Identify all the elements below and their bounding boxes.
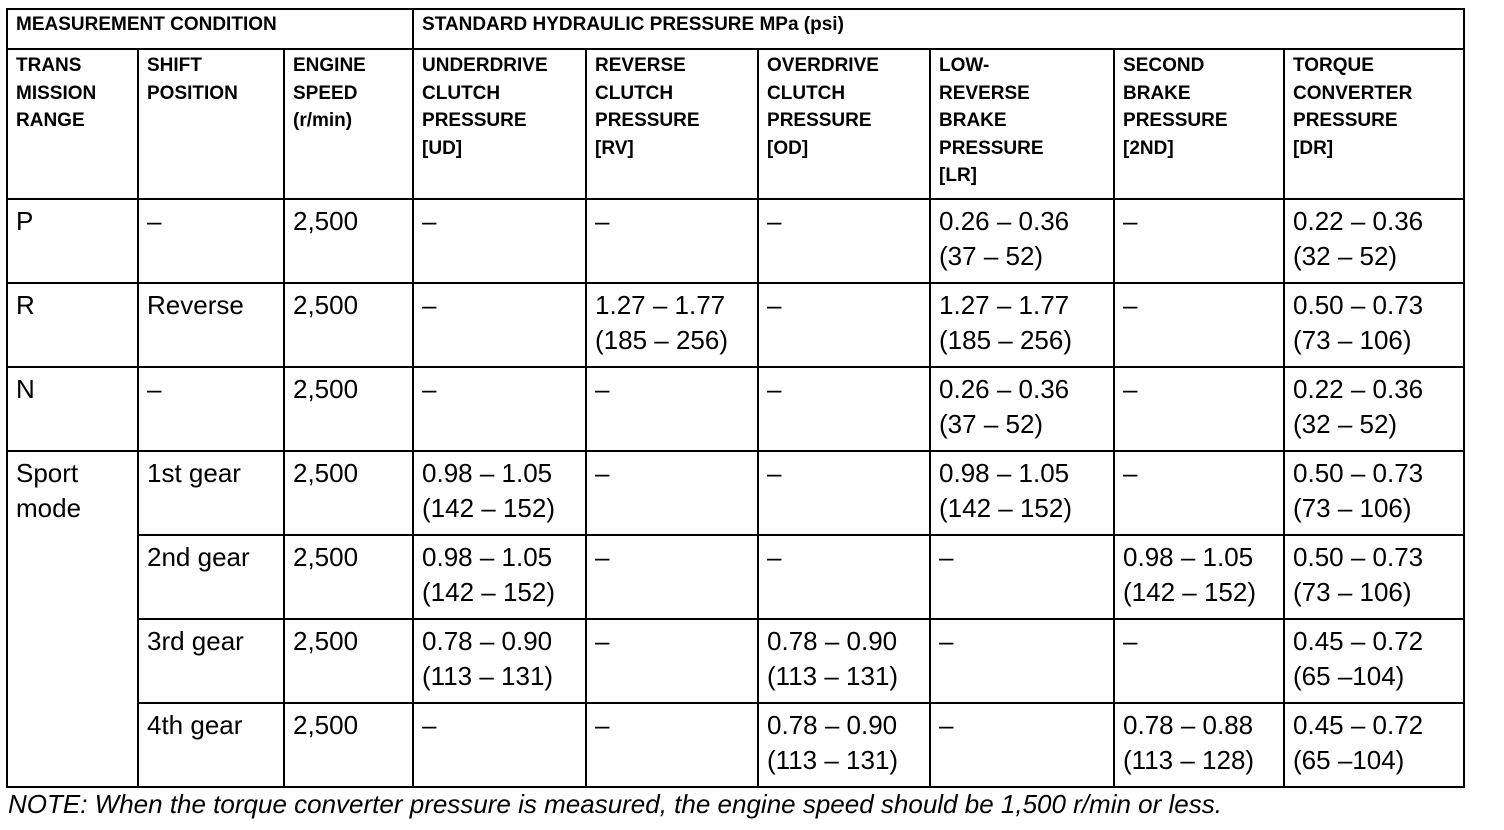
col-header-engine-speed: ENGINE SPEED (r/min) [284, 49, 413, 199]
od-cell: 0.78 – 0.90 (113 – 131) [758, 703, 930, 787]
speed-cell: 2,500 [284, 367, 413, 451]
speed-cell: 2,500 [284, 619, 413, 703]
speed-cell: 2,500 [284, 199, 413, 283]
table-row-r [7, 283, 1464, 367]
table-row-sport-3rd [7, 619, 1464, 703]
col-header-second-brake: SECOND BRAKE PRESSURE [2ND] [1114, 49, 1284, 199]
ud-cell: – [413, 367, 586, 451]
ud-cell: 0.98 – 1.05 (142 – 152) [413, 535, 586, 619]
od-cell: – [758, 535, 930, 619]
lr-cell: 0.26 – 0.36 (37 – 52) [930, 199, 1114, 283]
group-header-row [7, 9, 1464, 49]
shift-cell: – [138, 367, 284, 451]
second-cell: – [1114, 619, 1284, 703]
speed-cell: 2,500 [284, 283, 413, 367]
rv-cell: – [586, 199, 758, 283]
rv-cell: – [586, 451, 758, 535]
dr-cell: 0.45 – 0.72 (65 –104) [1284, 619, 1464, 703]
column-header-row [7, 49, 1464, 199]
hydraulic-pressure-table [6, 8, 1465, 788]
speed-cell: 2,500 [284, 703, 413, 787]
rv-cell: – [586, 703, 758, 787]
standard-pressure-header: STANDARD HYDRAULIC PRESSURE MPa (psi) [413, 9, 1464, 49]
speed-cell: 2,500 [284, 451, 413, 535]
od-cell: – [758, 283, 930, 367]
col-header-overdrive: OVERDRIVE CLUTCH PRESSURE [OD] [758, 49, 930, 199]
col-header-underdrive: UNDERDRIVE CLUTCH PRESSURE [UD] [413, 49, 586, 199]
ud-cell: – [413, 199, 586, 283]
shift-cell: 1st gear [138, 451, 284, 535]
rv-cell: – [586, 535, 758, 619]
lr-cell: 0.98 – 1.05 (142 – 152) [930, 451, 1114, 535]
table-row-n [7, 367, 1464, 451]
lr-cell: 0.26 – 0.36 (37 – 52) [930, 367, 1114, 451]
shift-cell: 4th gear [138, 703, 284, 787]
lr-cell: – [930, 703, 1114, 787]
ud-cell: – [413, 703, 586, 787]
dr-cell: 0.50 – 0.73 (73 – 106) [1284, 283, 1464, 367]
shift-cell: 3rd gear [138, 619, 284, 703]
range-cell: P [7, 199, 138, 283]
lr-cell: – [930, 535, 1114, 619]
od-cell: 0.78 – 0.90 (113 – 131) [758, 619, 930, 703]
od-cell: – [758, 367, 930, 451]
table-row-sport-2nd [7, 535, 1464, 619]
second-cell: – [1114, 199, 1284, 283]
dr-cell: 0.50 – 0.73 (73 – 106) [1284, 535, 1464, 619]
dr-cell: 0.45 – 0.72 (65 –104) [1284, 703, 1464, 787]
second-cell: – [1114, 367, 1284, 451]
ud-cell: – [413, 283, 586, 367]
col-header-torque-converter: TORQUE CONVERTER PRESSURE [DR] [1284, 49, 1464, 199]
range-cell: R [7, 283, 138, 367]
ud-cell: 0.98 – 1.05 (142 – 152) [413, 451, 586, 535]
col-header-transmission-range: TRANS MISSION RANGE [7, 49, 138, 199]
dr-cell: 0.22 – 0.36 (32 – 52) [1284, 367, 1464, 451]
rv-cell: – [586, 619, 758, 703]
dr-cell: 0.50 – 0.73 (73 – 106) [1284, 451, 1464, 535]
table-row-sport-4th [7, 703, 1464, 787]
ud-cell: 0.78 – 0.90 (113 – 131) [413, 619, 586, 703]
od-cell: – [758, 451, 930, 535]
table-row-p [7, 199, 1464, 283]
second-cell: 0.78 – 0.88 (113 – 128) [1114, 703, 1284, 787]
od-cell: – [758, 199, 930, 283]
rv-cell: – [586, 367, 758, 451]
shift-cell: – [138, 199, 284, 283]
dr-cell: 0.22 – 0.36 (32 – 52) [1284, 199, 1464, 283]
table-row-sport-1st [7, 451, 1464, 535]
shift-cell: Reverse [138, 283, 284, 367]
measurement-condition-header: MEASUREMENT CONDITION [7, 9, 413, 49]
col-header-low-reverse: LOW- REVERSE BRAKE PRESSURE [LR] [930, 49, 1114, 199]
shift-cell: 2nd gear [138, 535, 284, 619]
range-cell-sport-mode: Sport mode [7, 451, 138, 787]
second-cell: – [1114, 283, 1284, 367]
col-header-reverse: REVERSE CLUTCH PRESSURE [RV] [586, 49, 758, 199]
second-cell: – [1114, 451, 1284, 535]
lr-cell: – [930, 619, 1114, 703]
rv-cell: 1.27 – 1.77 (185 – 256) [586, 283, 758, 367]
col-header-shift-position: SHIFT POSITION [138, 49, 284, 199]
second-cell: 0.98 – 1.05 (142 – 152) [1114, 535, 1284, 619]
speed-cell: 2,500 [284, 535, 413, 619]
lr-cell: 1.27 – 1.77 (185 – 256) [930, 283, 1114, 367]
footnote: NOTE: When the torque converter pressure is measured, the engine speed should be 1,500 r/min or less. [8, 789, 1222, 819]
range-cell: N [7, 367, 138, 451]
